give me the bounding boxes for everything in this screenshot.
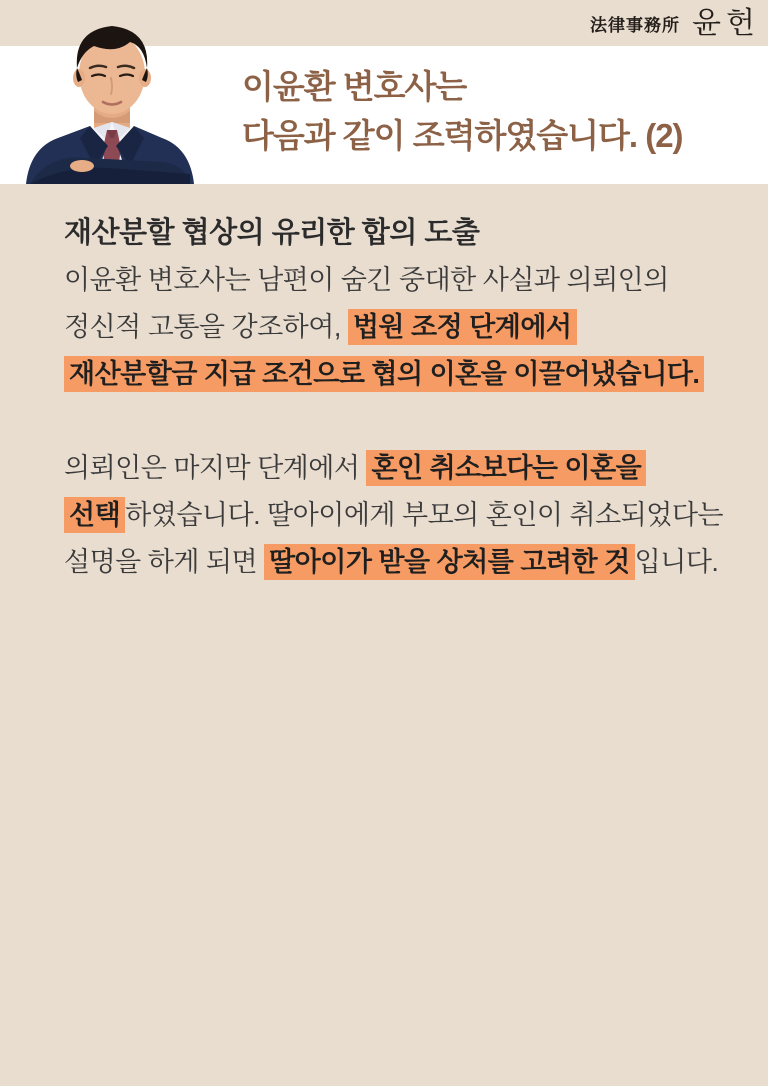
highlighted-text: 선택 — [64, 497, 125, 533]
highlighted-text: 딸아이가 받을 상처를 고려한 것 — [264, 544, 635, 580]
text-segment: 의뢰인은 마지막 단계에서 — [64, 453, 367, 483]
text-segment: 입니다. — [634, 547, 719, 577]
logo-firm-text: 法律事務所 — [590, 16, 681, 35]
highlighted-text: 혼인 취소보다는 이혼을 — [366, 450, 646, 486]
paragraph-2 — [64, 445, 752, 586]
text-segment: 정신적 고통을 강조하여, — [64, 312, 348, 342]
lawyer-photo — [24, 16, 196, 184]
header-title-line2: 다음과 같이 조력하였습니다. (2) — [242, 117, 683, 154]
text-segment: 설명을 하게 되면 — [64, 547, 265, 577]
logo-name-text: 윤헌 — [692, 7, 760, 40]
lawyer-portrait-illustration — [24, 16, 196, 184]
highlighted-text: 재산분할금 지급 조건으로 협의 이혼을 이끌어냈습니다. — [64, 356, 704, 392]
paragraph-1 — [64, 257, 752, 398]
text-segment: 이윤환 변호사는 남편이 숨긴 중대한 사실과 의뢰인의 — [64, 265, 669, 295]
header-title-line1: 이윤환 변호사는 — [242, 68, 467, 105]
highlighted-text: 법원 조정 단계에서 — [348, 309, 577, 345]
section-heading: 재산분할 협상의 유리한 합의 도출 — [64, 217, 480, 249]
body-content — [0, 184, 768, 586]
law-firm-logo — [590, 8, 760, 40]
text-segment: 하였습니다. 딸아이에게 부모의 혼인이 취소되었다는 — [125, 500, 723, 530]
header-title — [242, 62, 683, 160]
